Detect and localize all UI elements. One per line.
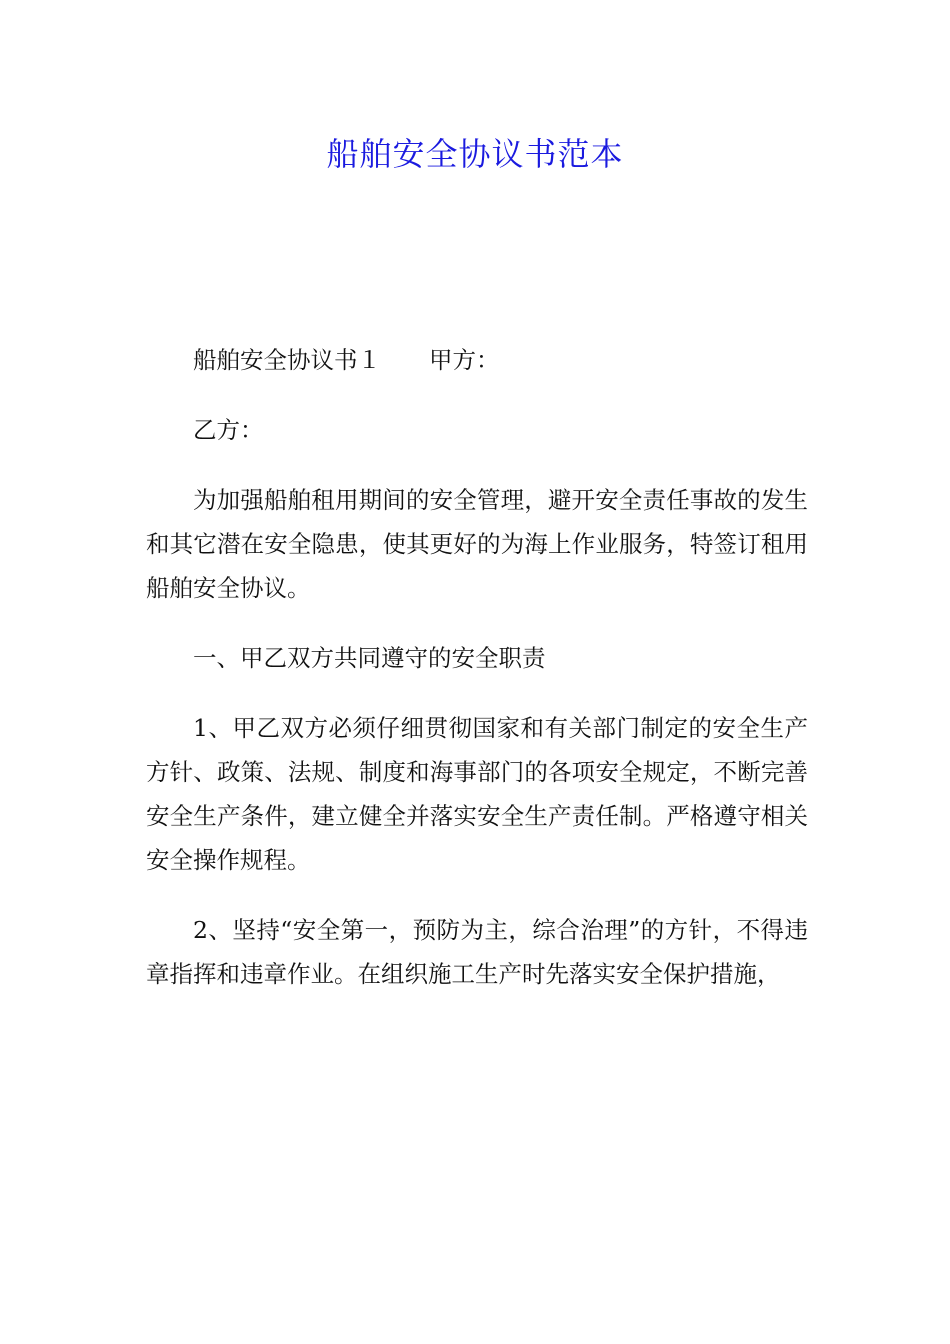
agreement-heading-line [146,338,808,382]
spacer [146,680,808,706]
spacer [146,882,808,908]
spacer [146,382,808,408]
section-heading-1: 一、甲乙双方共同遵守的安全职责 [193,644,546,672]
party-b-label: 乙方： [193,416,264,444]
document-body [146,338,808,996]
party-a-label: 甲方： [429,346,500,374]
spacer [146,610,808,636]
spacer [146,452,808,478]
paragraph-item-2: 2、坚持“安全第一，预防为主，综合治理”的方针，不得违章指挥和违章作业。在组织施工生产时先落实安全保护措施， [146,916,808,988]
document-title: 船舶安全协议书范本 [326,135,624,173]
agreement-heading: 船舶安全协议书１ [193,346,381,374]
paragraph-item-1: 1、甲乙双方必须仔细贯彻国家和有关部门制定的安全生产方针、政策、法规、制度和海事部门的各项安全规定，不断完善安全生产条件，建立健全并落实安全生产责任制。严格遵守相关安全操作规程。 [146,714,808,874]
paragraph-purpose: 为加强船舶租用期间的安全管理，避开安全责任事故的发生和其它潜在安全隐患，使其更好的为海上作业服务，特签订租用船舶安全协议。 [146,486,808,602]
